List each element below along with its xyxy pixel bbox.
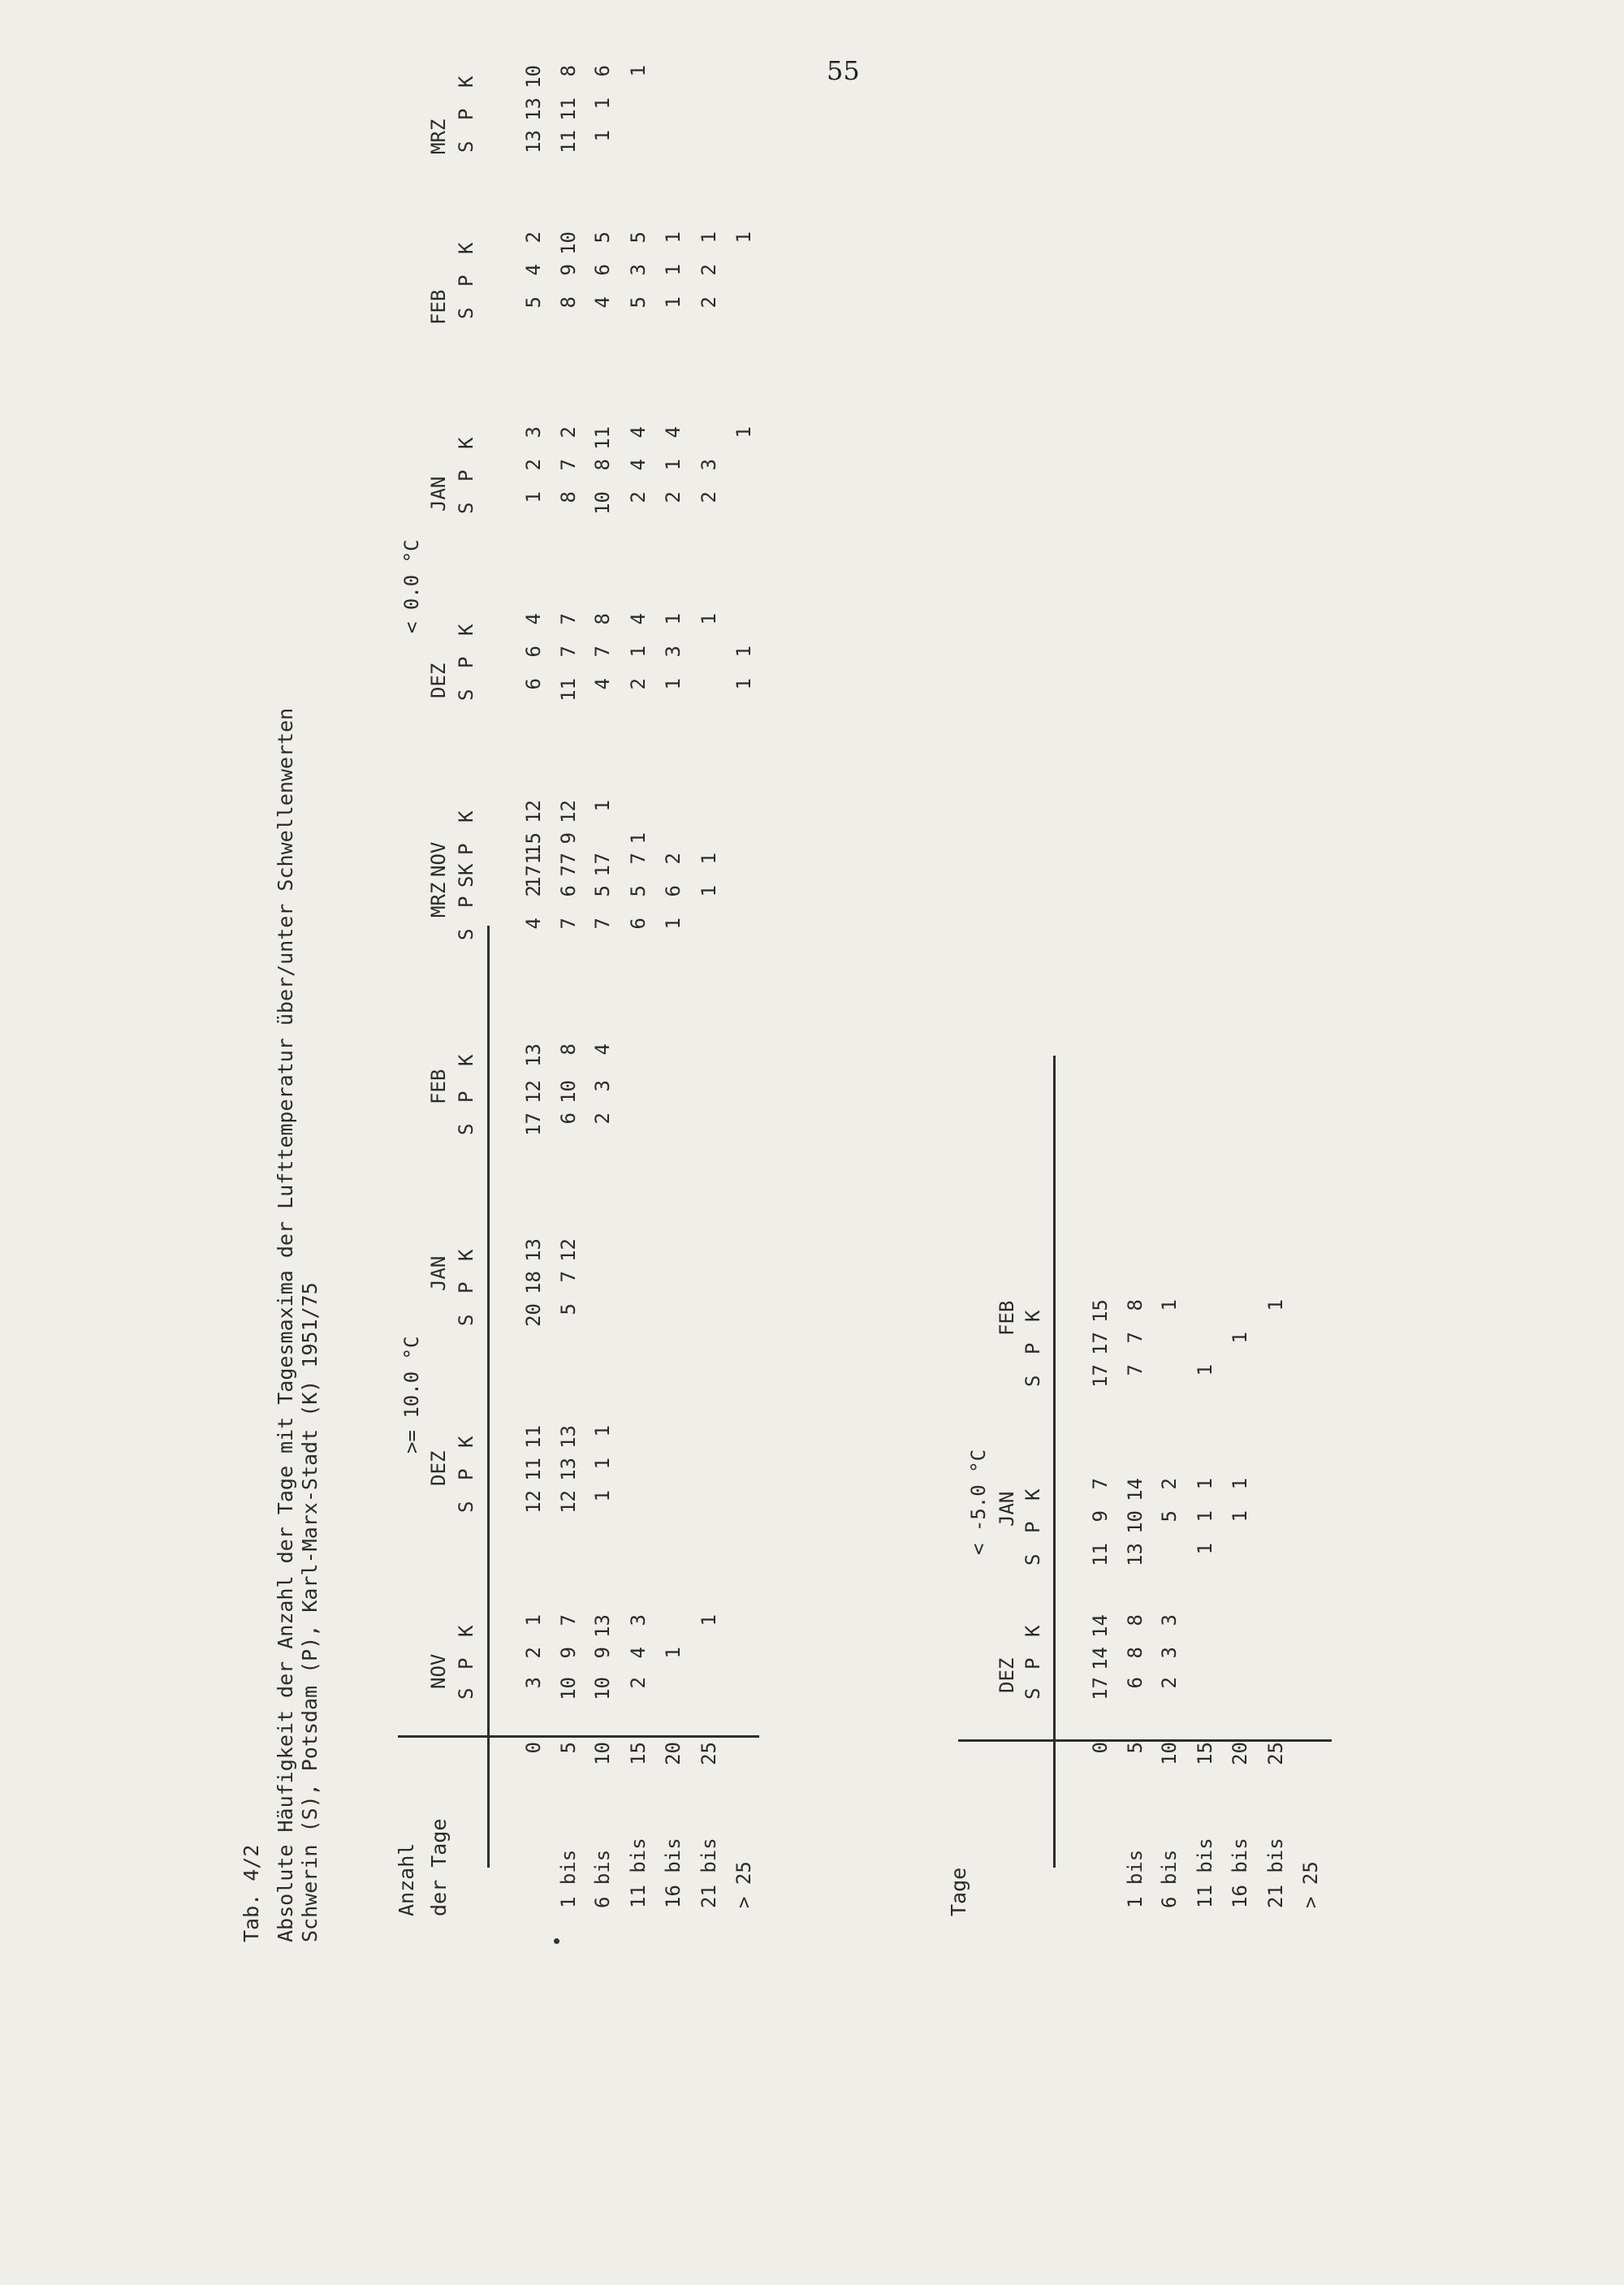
row-label: > 25 — [732, 1861, 755, 1908]
table-cell: 1 — [662, 296, 685, 309]
table-cell: 13 — [522, 97, 545, 121]
table-cell: 1 — [1194, 1364, 1216, 1376]
row-value: 25 — [1264, 1742, 1287, 1765]
table-cell: 11 — [557, 97, 580, 121]
table-cell: 3 — [698, 459, 720, 471]
table-cell: 1 — [698, 853, 720, 865]
station-heading: K — [455, 76, 477, 88]
table-cell: 2 — [627, 1677, 650, 1689]
station-heading: S — [1021, 1687, 1044, 1700]
table-cell: 18 — [522, 1271, 545, 1294]
table-cell: 10 — [557, 231, 580, 255]
table-cell: 1 — [662, 613, 685, 625]
table-cell: 10 — [1124, 1510, 1147, 1534]
row-label: 11 bis — [1194, 1838, 1216, 1908]
row-value: 15 — [1194, 1742, 1216, 1765]
table-cell: 2 — [522, 231, 545, 244]
table-cell: 10 — [557, 1677, 580, 1700]
table-cell: 1 — [698, 613, 720, 625]
station-heading: S — [455, 1123, 477, 1135]
table-cell: 6 — [591, 65, 614, 77]
table-cell: 4 — [522, 613, 545, 625]
station-heading: K — [455, 810, 477, 823]
station-heading: P — [455, 1281, 477, 1294]
table-cell: 8 — [1124, 1614, 1147, 1626]
table-cell: 1 — [522, 853, 545, 865]
table-cell: 6 — [522, 678, 545, 690]
page-number: 55 — [827, 55, 860, 86]
table-cell: 9 — [557, 1647, 580, 1659]
station-heading: K — [1021, 1625, 1044, 1637]
table-cell: 4 — [627, 613, 650, 625]
table-cell: 13 — [557, 1425, 580, 1449]
table-cell: 10 — [522, 65, 545, 89]
table-cell: 1 — [732, 678, 755, 690]
table-cell: 2 — [522, 459, 545, 471]
station-heading: K — [455, 1436, 477, 1448]
table-cell: 4 — [591, 678, 614, 690]
table-cell: 4 — [522, 264, 545, 276]
station-heading: P — [455, 1468, 477, 1480]
table-cell: 5 — [522, 296, 545, 309]
station-heading: K — [455, 624, 477, 636]
table-cell: 3 — [1158, 1614, 1181, 1626]
table-cell: 9 — [591, 1647, 614, 1659]
station-heading: S — [455, 140, 477, 153]
table-cell: 1 — [1229, 1332, 1251, 1344]
station-heading: K — [455, 1054, 477, 1066]
table-title-line-2: Schwerin (S), Potsdam (P), Karl-Marx-Stadt (K) 1951/75 — [298, 1282, 322, 1942]
table-cell: 8 — [557, 1043, 580, 1056]
table-cell: 17 — [1089, 1677, 1112, 1700]
month-heading: DEZ — [427, 1450, 450, 1486]
table-cell: 11 — [557, 130, 580, 153]
table-cell: 1 — [1229, 1478, 1251, 1490]
table-cell: 15 — [1089, 1299, 1112, 1323]
table-cell: 3 — [662, 646, 685, 658]
table-cell: 2 — [698, 264, 720, 276]
table-cell: 1 — [662, 1647, 685, 1659]
table-cell: 12 — [522, 1490, 545, 1514]
month-heading: NOV — [427, 841, 450, 877]
table-cell: 1 — [732, 426, 755, 438]
station-heading: K — [455, 242, 477, 254]
table-cell: 4 — [522, 918, 545, 930]
table-cell: 1 — [732, 231, 755, 244]
row-value: 5 — [1124, 1742, 1147, 1754]
table-cell: 1 — [1264, 1299, 1287, 1311]
table-cell: 14 — [1089, 1647, 1112, 1670]
station-heading: K — [1021, 1488, 1044, 1501]
table-cell: 9 — [557, 264, 580, 276]
table-cell: 1 — [591, 97, 614, 110]
table-cell: 2 — [627, 491, 650, 503]
table-cell: 1 — [627, 646, 650, 658]
table-cell: 4 — [591, 296, 614, 309]
station-heading: K — [1021, 1310, 1044, 1322]
table-cell: 11 — [1089, 1543, 1112, 1566]
table-cell: 6 — [557, 1112, 580, 1125]
table-cell: 8 — [591, 459, 614, 471]
table-cell: 10 — [591, 491, 614, 515]
table-cell: 4 — [591, 1043, 614, 1056]
month-heading: FEB — [427, 1069, 450, 1104]
table-cell: 7 — [557, 853, 580, 865]
table-cell: 10 — [591, 1677, 614, 1700]
table-cell: 1 — [591, 1490, 614, 1502]
table-cell: 11 — [522, 1425, 545, 1449]
station-heading: K — [455, 1249, 477, 1261]
table-cell: 3 — [591, 1080, 614, 1092]
table-cell: 1 — [522, 491, 545, 503]
table-cell: 7 — [591, 646, 614, 658]
table-cell: 4 — [662, 426, 685, 438]
table-cell: 2 — [698, 491, 720, 503]
row-value: 0 — [522, 1742, 545, 1754]
month-heading: DEZ — [996, 1657, 1018, 1693]
row-value: 0 — [1089, 1742, 1112, 1754]
table-cell: 1 — [591, 800, 614, 812]
month-heading: MRZ — [427, 119, 450, 154]
table-cell: 7 — [1124, 1332, 1147, 1344]
month-heading: JAN — [427, 476, 450, 512]
table-cell: 1 — [662, 918, 685, 930]
table-cell: 12 — [557, 1490, 580, 1514]
table-cell: 13 — [522, 1238, 545, 1262]
table-cell: 6 — [591, 264, 614, 276]
station-heading: S — [455, 502, 477, 514]
table-cell: 5 — [557, 1303, 580, 1315]
station-heading: P — [455, 108, 477, 120]
table-cell: 1 — [591, 130, 614, 142]
table-cell: 3 — [627, 264, 650, 276]
row-label: 16 bis — [1229, 1838, 1251, 1908]
table-cell: 2 — [1158, 1478, 1181, 1490]
table-cell: 1 — [1158, 1299, 1181, 1311]
station-heading: P — [455, 274, 477, 287]
station-heading: S — [1021, 1553, 1044, 1566]
row-value: 10 — [1158, 1742, 1181, 1765]
station-heading: P — [455, 656, 477, 668]
month-heading: DEZ — [427, 663, 450, 698]
table-cell: 8 — [557, 491, 580, 503]
table-cell: 8 — [1124, 1299, 1147, 1311]
station-heading: P — [455, 1657, 477, 1669]
table-cell: 17 — [522, 865, 545, 888]
station-heading: S — [455, 1687, 477, 1700]
table-cell: 2 — [522, 885, 545, 897]
table-cell: 8 — [557, 65, 580, 77]
header-rule — [487, 926, 490, 1868]
table-cell: 3 — [522, 426, 545, 438]
table-cell: 5 — [627, 296, 650, 309]
table-cell: 1 — [522, 1614, 545, 1626]
table-cell: 1 — [662, 231, 685, 244]
table-cell: 14 — [1089, 1614, 1112, 1638]
station-heading: K — [455, 1625, 477, 1637]
table-cell: 7 — [557, 613, 580, 625]
table-cell: 2 — [627, 678, 650, 690]
table-cell: 6 — [557, 885, 580, 897]
station-heading: K — [455, 863, 477, 875]
station-heading: P — [1021, 1342, 1044, 1354]
table-cell: 7 — [557, 865, 580, 877]
table-cell: 1 — [591, 1425, 614, 1437]
table-cell: 2 — [662, 491, 685, 503]
table-cell: 10 — [557, 1080, 580, 1104]
table-cell: 1 — [627, 65, 650, 77]
row-value: 5 — [557, 1742, 580, 1754]
table-cell: 1 — [732, 646, 755, 658]
table-cell: 1 — [698, 885, 720, 897]
table-cell: 1 — [698, 1614, 720, 1626]
table-cell: 1 — [662, 264, 685, 276]
table-cell: 7 — [591, 853, 614, 865]
table-cell: 3 — [1158, 1647, 1181, 1659]
threshold-heading: >= 10.0 °C — [400, 1336, 423, 1454]
table-cell: 4 — [627, 1647, 650, 1659]
month-heading: JAN — [996, 1491, 1018, 1527]
table-cell: 2 — [522, 1647, 545, 1659]
month-heading: JAN — [427, 1255, 450, 1291]
threshold-heading: < 0.0 °C — [400, 539, 423, 633]
station-heading: S — [455, 1501, 477, 1513]
month-heading: MRZ — [427, 882, 450, 918]
table-cell: 1 — [627, 832, 650, 844]
table-cell: 1 — [1194, 1543, 1216, 1555]
stub-rule — [398, 1735, 759, 1738]
row-label: 16 bis — [662, 1838, 685, 1908]
row-label: 11 bis — [627, 1838, 650, 1908]
table-cell: 1 — [591, 1458, 614, 1470]
table-cell: 15 — [522, 832, 545, 856]
row-label: 21 bis — [1264, 1838, 1287, 1908]
table-cell: 11 — [591, 426, 614, 450]
table-cell: 13 — [522, 1043, 545, 1067]
row-value: 10 — [591, 1742, 614, 1765]
table-cell: 8 — [1124, 1647, 1147, 1659]
row-value: 25 — [698, 1742, 720, 1765]
threshold-heading: < -5.0 °C — [967, 1449, 990, 1555]
station-heading: K — [455, 437, 477, 449]
row-label: 1 bis — [1124, 1849, 1147, 1908]
table-cell: 5 — [1158, 1510, 1181, 1523]
table-cell: 1 — [698, 231, 720, 244]
table-cell: 13 — [557, 1458, 580, 1481]
table-cell: 13 — [522, 130, 545, 153]
table-id: Tab. 4/2 — [240, 1844, 263, 1942]
table-cell: 14 — [1124, 1478, 1147, 1501]
table-cell: 1 — [1194, 1478, 1216, 1490]
row-value: 20 — [662, 1742, 685, 1765]
table-cell: 4 — [627, 426, 650, 438]
table-cell: 12 — [522, 1080, 545, 1104]
stub-header-line: der Tage — [427, 1818, 451, 1916]
table-cell: 13 — [1124, 1543, 1147, 1566]
row-label: 6 bis — [591, 1849, 614, 1908]
table-cell: 2 — [1158, 1677, 1181, 1689]
month-heading: FEB — [996, 1300, 1018, 1336]
station-heading: P — [455, 843, 477, 855]
table-cell: 7 — [1089, 1478, 1112, 1490]
table-cell: 3 — [522, 1677, 545, 1689]
stray-mark — [554, 1938, 559, 1944]
station-heading: P — [455, 896, 477, 908]
table-cell: 12 — [557, 800, 580, 823]
table-cell: 4 — [627, 459, 650, 471]
table-cell: 9 — [1089, 1510, 1112, 1523]
table-cell: 3 — [627, 1614, 650, 1626]
table-cell: 5 — [627, 885, 650, 897]
table-cell: 1 — [1194, 1510, 1216, 1523]
table-cell: 9 — [557, 832, 580, 844]
table-cell: 17 — [1089, 1364, 1112, 1388]
table-cell: 11 — [557, 678, 580, 702]
table-cell: 1 — [662, 459, 685, 471]
table-cell: 1 — [591, 865, 614, 877]
table-cell: 7 — [557, 459, 580, 471]
table-cell: 11 — [522, 1458, 545, 1481]
table-cell: 7 — [1124, 1364, 1147, 1376]
table-cell: 2 — [698, 296, 720, 309]
table-cell: 5 — [627, 231, 650, 244]
table-cell: 6 — [627, 918, 650, 930]
table-cell: 7 — [627, 853, 650, 865]
table-cell: 5 — [591, 231, 614, 244]
stub-header-line: Anzahl — [395, 1842, 418, 1916]
station-heading: P — [455, 469, 477, 482]
station-heading: S — [455, 875, 477, 888]
table-cell: 20 — [522, 1303, 545, 1327]
table-cell: 7 — [591, 918, 614, 930]
station-heading: S — [455, 928, 477, 940]
station-heading: P — [1021, 1657, 1044, 1669]
table-cell: 6 — [1124, 1677, 1147, 1689]
table-cell: 7 — [557, 1614, 580, 1626]
table-cell: 7 — [557, 646, 580, 658]
station-heading: S — [1021, 1375, 1044, 1387]
table-cell: 6 — [522, 646, 545, 658]
table-cell: 5 — [591, 885, 614, 897]
table-title-line-1: Absolute Häufigkeit der Anzahl der Tage mit Tagesmaxima der Lufttemperatur über/unter Schwellenwerten — [274, 707, 297, 1942]
row-label: 21 bis — [698, 1838, 720, 1908]
table-cell: 1 — [662, 678, 685, 690]
table-cell: 6 — [662, 885, 685, 897]
station-heading: P — [455, 1091, 477, 1103]
stub-header-line: Tage — [947, 1867, 970, 1916]
month-heading: NOV — [427, 1653, 450, 1689]
table-cell: 8 — [591, 613, 614, 625]
month-heading: FEB — [427, 289, 450, 325]
row-label: 6 bis — [1158, 1849, 1181, 1908]
row-label: 1 bis — [557, 1849, 580, 1908]
station-heading: S — [455, 689, 477, 701]
table-cell: 7 — [557, 1271, 580, 1283]
row-label: > 25 — [1299, 1861, 1322, 1908]
table-cell: 17 — [522, 1112, 545, 1136]
table-cell: 13 — [591, 1614, 614, 1638]
station-heading: P — [1021, 1521, 1044, 1533]
station-heading: S — [455, 1314, 477, 1326]
table-cell: 2 — [557, 426, 580, 438]
header-rule — [1053, 1056, 1056, 1868]
table-cell: 8 — [557, 296, 580, 309]
station-heading: S — [455, 307, 477, 319]
table-cell: 2 — [591, 1112, 614, 1125]
table-cell: 12 — [522, 800, 545, 823]
table-cell: 12 — [557, 1238, 580, 1262]
table-cell: 1 — [1229, 1510, 1251, 1523]
table-cell: 2 — [662, 853, 685, 865]
row-value: 20 — [1229, 1742, 1251, 1765]
row-value: 15 — [627, 1742, 650, 1765]
table-cell: 17 — [1089, 1332, 1112, 1355]
table-cell: 7 — [557, 918, 580, 930]
